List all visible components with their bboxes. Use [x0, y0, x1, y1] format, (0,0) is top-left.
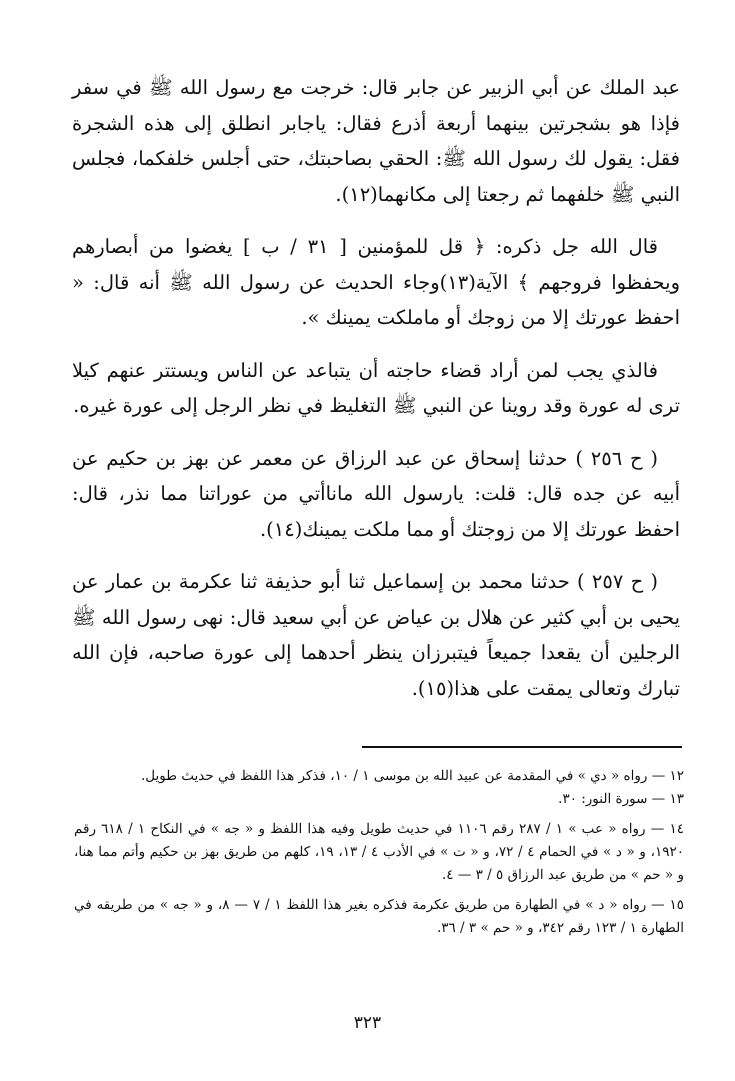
- footnote-13: ١٣ — سورة النور: ٣٠.: [558, 791, 684, 807]
- footnote-15: ١٥ — رواه « د » في الطهارة من طريق عكرمة فذكره بغير هذا اللفظ ١ / ٧ — ٨، و « جه » من طريقه في الطهارة ١ / ١٢٣ رقم ٣٤٢، و « حم » ٣ / ٣٦.: [74, 897, 685, 936]
- footnote-divider: [362, 746, 682, 748]
- hadith-257: ( ح ٢٥٧ ) حدثنا محمد بن إسماعيل ثنا أبو حذيفة ثنا عكرمة بن عمار عن يحيى بن أبي كثير عن هلال بن عياض عن أبي سعيد قال: نهى رسول الله ﷺ الرجلين أن يقعدا جميعاً فيتبرزان ينظر أحدهما إلى عورة صاحبه، فإن الله تبارك وتعالى يمقت على هذا(١٥).: [72, 570, 680, 700]
- main-text: [72, 70, 680, 723]
- hadith-256: ( ح ٢٥٦ ) حدثنا إسحاق عن عبد الرزاق عن معمر عن بهز بن حكيم عن أبيه عن جده قال: قلت: يارسول الله ماناأتي من عوراتنا مما نذر، قال: احفظ عورتك إلا من زوجتك أو مما ملكت يمينك(١٤).: [72, 446, 680, 541]
- footnote-14: ١٤ — رواه « عب » ١ / ٢٨٧ رقم ١١٠٦ في حديث طويل وفيه هذا اللفظ و « جه » في النكاح ١ / ٦١٨ رقم ١٩٢٠، و « د » في الحمام ٤ / ٧٢، و « ت » في الأدب ٤ / ١٣، ١٩، كلهم من طريق بهز بن حكيم وأتم مما هنا، و « حم » من طريق عبد الرزاق ٥ / ٣ — ٤.: [74, 821, 684, 883]
- page-number: ٣٢٣: [353, 1013, 382, 1033]
- footnote-12: ١٢ — رواه « دي » في المقدمة عن عبيد الله بن موسى ١ / ١٠، فذكر هذا اللفظ في حديث طويل.: [140, 768, 684, 784]
- paragraph-commentary: فالذي يجب لمن أراد قضاء حاجته أن يتباعد عن الناس ويستتر عنهم كيلا ترى له عورة وقد روينا عن النبي ﷺ التغليظ في نظر الرجل إلى عورة غيره.: [72, 358, 680, 417]
- paragraph-quran-verse: قال الله جل ذكره: ﴿ قل للمؤمنين [ ٣١ / ب ] يغضوا من أبصارهم ويحفظوا فروجهم ﴾ الآية(١٣)وجاء الحديث عن رسول الله ﷺ أنه قال: « احفظ عورتك إلا من زوجك أو ماملكت يمينك ».: [72, 235, 680, 329]
- footnotes: [74, 765, 684, 947]
- paragraph-continuation: عبد الملك عن أبي الزبير عن جابر قال: خرجت مع رسول الله ﷺ في سفر فإذا هو بشجرتين بينهما أربعة أذرع فقال: ياجابر انطلق إلى هذه الشجرة فقل: يقول لك رسول الله ﷺ: الحقي بصاحبتك، حتى أجلس خلفكما، فجلس النبي ﷺ خلفهما ثم رجعتا إلى مكانهما(١٢).: [72, 76, 680, 206]
